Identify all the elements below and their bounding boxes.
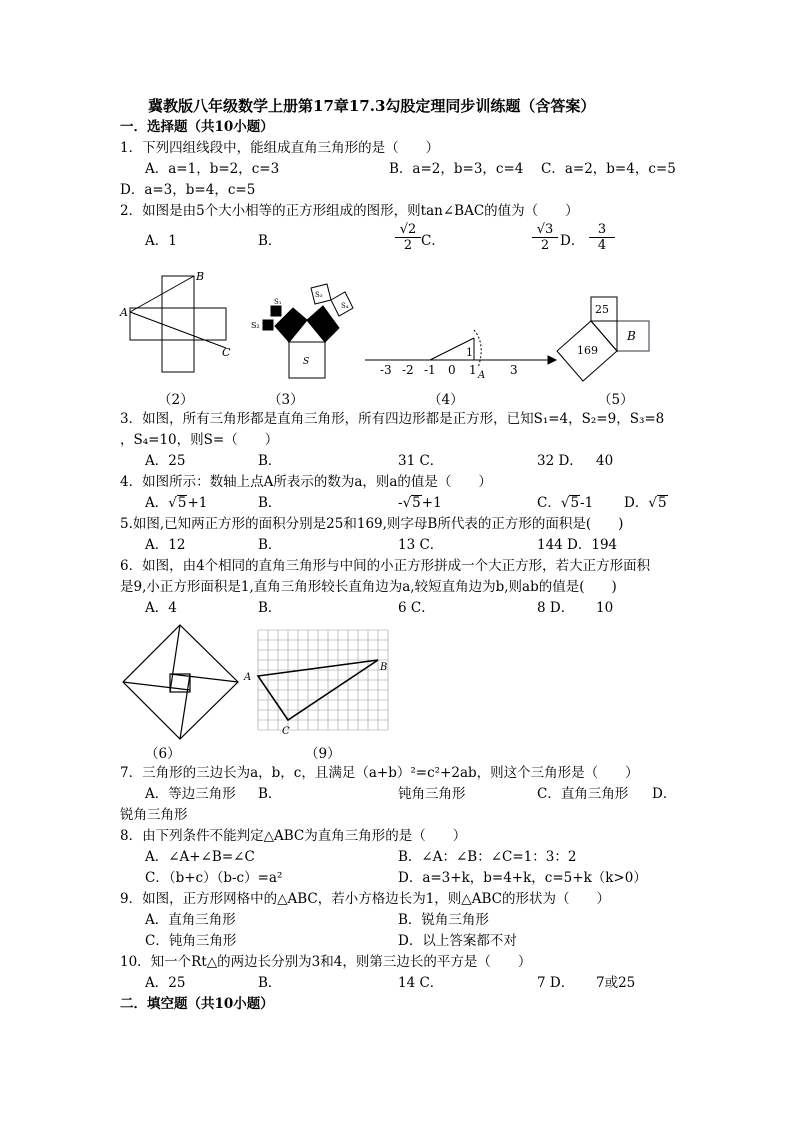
q4-option-c: C．√5-1 xyxy=(537,495,594,511)
q6-option-e: 10 xyxy=(596,600,614,616)
fig2-label-c: C xyxy=(222,346,231,359)
q4-option-d: D．√5 xyxy=(624,495,667,511)
caption-fig4: （4） xyxy=(428,392,464,408)
section-fill: 二．填空题（共10小题） xyxy=(120,996,274,1012)
q2-fraction-d: $\frac{√3}{2}$ xyxy=(532,222,558,253)
q10-option-b: B． xyxy=(258,975,282,991)
q3-option-c: 31 C． xyxy=(398,453,444,469)
q1-option-d: D．a=3，b=4，c=5 xyxy=(120,182,256,198)
fig3-label-s3: S₃ xyxy=(315,291,323,299)
fig2-label-b: B xyxy=(196,270,205,283)
q3-option-e: 40 xyxy=(596,453,614,469)
fig3-label-s: S xyxy=(303,357,310,367)
q3-option-a: A．25 xyxy=(145,453,186,469)
q9-option-b: B．锐角三角形 xyxy=(398,912,489,928)
q1-option-c: C．a=2，b=4，c=5 xyxy=(541,161,676,177)
q7-option-c: C．直角三角形 xyxy=(537,786,629,802)
q5-option-b: B． xyxy=(258,537,282,553)
q1-option-b: B．a=2，b=3，c=4 xyxy=(389,161,524,177)
q2-option-b: B． xyxy=(258,233,282,249)
fig3-label-s2: S₂ xyxy=(251,321,260,330)
q6-stem: 6．如图，由4个相同的直角三角形与中间的小正方形拼成一个大正方形，若大正方形面积 xyxy=(120,558,651,574)
figure-3-pythagoras-tree xyxy=(245,278,370,383)
q6-option-b: B． xyxy=(258,600,282,616)
figure-9-grid-triangle xyxy=(240,628,400,740)
fig3-label-s4: S₄ xyxy=(341,302,349,310)
figure-5-squares xyxy=(555,293,660,385)
caption-fig2: （2） xyxy=(158,392,194,408)
fig4-height-1: 1 xyxy=(466,346,473,359)
figure-2-squares xyxy=(118,268,243,388)
q2-option-d: D． xyxy=(560,233,585,249)
fig5-label-169: 169 xyxy=(577,344,598,357)
q7-option-d: D． xyxy=(652,786,677,802)
q3-stem: 3．如图，所有三角形都是直角三角形，所有四边形都是正方形，已知S₁=4，S₂=9，S₃=8 xyxy=(120,411,665,427)
q8-stem: 8．由下列条件不能判定△ABC为直角三角形的是（ ） xyxy=(120,828,467,844)
q6-option-c: 6 C． xyxy=(398,600,435,616)
q2-option-c: C． xyxy=(421,233,445,249)
q8-option-b: B．∠A：∠B：∠C=1：3：2 xyxy=(398,849,577,865)
fig9-label-a: A xyxy=(244,672,252,683)
fig4-tick-0: 0 xyxy=(448,363,456,377)
q5-option-d: 144 D．194 xyxy=(537,537,618,553)
q9-option-c: C．钝角三角形 xyxy=(145,933,237,949)
q9-option-d: D．以上答案都不对 xyxy=(398,933,517,949)
q4-stem: 4．如图所示：数轴上点A所表示的数为a，则a的值是（ ） xyxy=(120,474,492,490)
q10-option-c: 14 C． xyxy=(398,975,444,991)
q10-stem: 10．知一个Rt△的两边长分别为3和4，则第三边长的平方是（ ） xyxy=(120,954,532,970)
page-title: 冀教版八年级数学上册第17章17.3勾股定理同步训练题（含答案） xyxy=(148,97,596,115)
q6-stem-cont: 是9,小正方形面积是1,直角三角形较长直角边为a,较短直角边为b,则ab的值是( ) xyxy=(120,579,617,595)
q3-option-d: 32 D． xyxy=(537,453,583,469)
q5-stem: 5.如图,已知两正方形的面积分别是25和169,则字母B所代表的正方形的面积是( ) xyxy=(120,516,624,532)
q7-option-b: B． xyxy=(258,786,282,802)
q9-option-a: A．直角三角形 xyxy=(145,912,236,928)
q8-option-c: C．（b+c）（b-c）=a² xyxy=(145,870,283,886)
fig4-tick-m3: -3 xyxy=(380,363,392,377)
q5-option-c: 13 C． xyxy=(398,537,444,553)
figure-4-number-line xyxy=(360,320,560,380)
q5-option-a: A．12 xyxy=(145,537,186,553)
caption-fig5: （5） xyxy=(598,392,634,408)
q10-option-e: 7或25 xyxy=(596,975,636,991)
caption-fig3: （3） xyxy=(268,392,304,408)
q8-option-d: D．a=3+k，b=4+k，c=5+k（k>0） xyxy=(398,870,647,886)
q10-option-d: 7 D． xyxy=(537,975,575,991)
caption-fig9: （9） xyxy=(305,746,341,762)
q9-stem: 9．如图，正方形网格中的△ABC，若小方格边长为1，则△ABC的形状为（ ） xyxy=(120,891,610,907)
fig4-tick-m1: -1 xyxy=(424,363,436,377)
q7-option-b-text: 钝角三角形 xyxy=(398,786,466,802)
q1-option-a: A．a=1，b=2，c=3 xyxy=(145,161,280,177)
fig2-label-a: A xyxy=(120,306,128,319)
fig4-tick-m2: -2 xyxy=(402,363,414,377)
fig4-tick-3: 3 xyxy=(510,363,518,377)
q7-option-a: A．等边三角形 xyxy=(145,786,236,802)
q3-option-b: B． xyxy=(258,453,282,469)
q1-stem: 1．下列四组线段中，能组成直角三角形的是（ ） xyxy=(120,140,440,156)
figure-6-square-triangles xyxy=(118,622,243,740)
fig5-label-b: B xyxy=(627,329,636,343)
q6-option-d: 8 D． xyxy=(537,600,575,616)
caption-fig6: （6） xyxy=(145,746,181,762)
q4-option-a: A．√5+1 xyxy=(145,495,208,511)
fig4-tick-1: 1 xyxy=(469,363,477,377)
q8-option-a: A．∠A+∠B=∠C xyxy=(145,849,255,865)
q2-fraction-e: $\frac{3}{4}$ xyxy=(589,222,615,253)
q10-option-a: A．25 xyxy=(145,975,186,991)
fig5-label-25: 25 xyxy=(595,303,609,316)
fig9-label-c: C xyxy=(282,726,290,737)
q3-stem-cont: ，S₄=10，则S=（ ） xyxy=(120,432,279,448)
q4-option-b-value: -√5+1 xyxy=(398,495,442,511)
section-choice: 一．选择题（共10小题） xyxy=(120,119,274,135)
fig4-point-a: A xyxy=(478,370,486,380)
q7-stem: 7．三角形的三边长为a，b，c，且满足（a+b）²=c²+2ab，则这个三角形是（ ） xyxy=(120,765,639,781)
q2-option-a: A．1 xyxy=(145,233,177,249)
q4-option-b: B． xyxy=(258,495,282,511)
fig3-label-s1: S₁ xyxy=(274,298,282,306)
q6-option-a: A．4 xyxy=(145,600,177,616)
q2-stem: 2．如图是由5个大小相等的正方形组成的图形，则tan∠BAC的值为（ ） xyxy=(120,203,579,219)
fig9-label-b: B xyxy=(380,662,388,673)
q7-option-d-text: 锐角三角形 xyxy=(120,807,188,823)
q2-fraction-c: $\frac{√2}{2}$ xyxy=(395,222,421,253)
